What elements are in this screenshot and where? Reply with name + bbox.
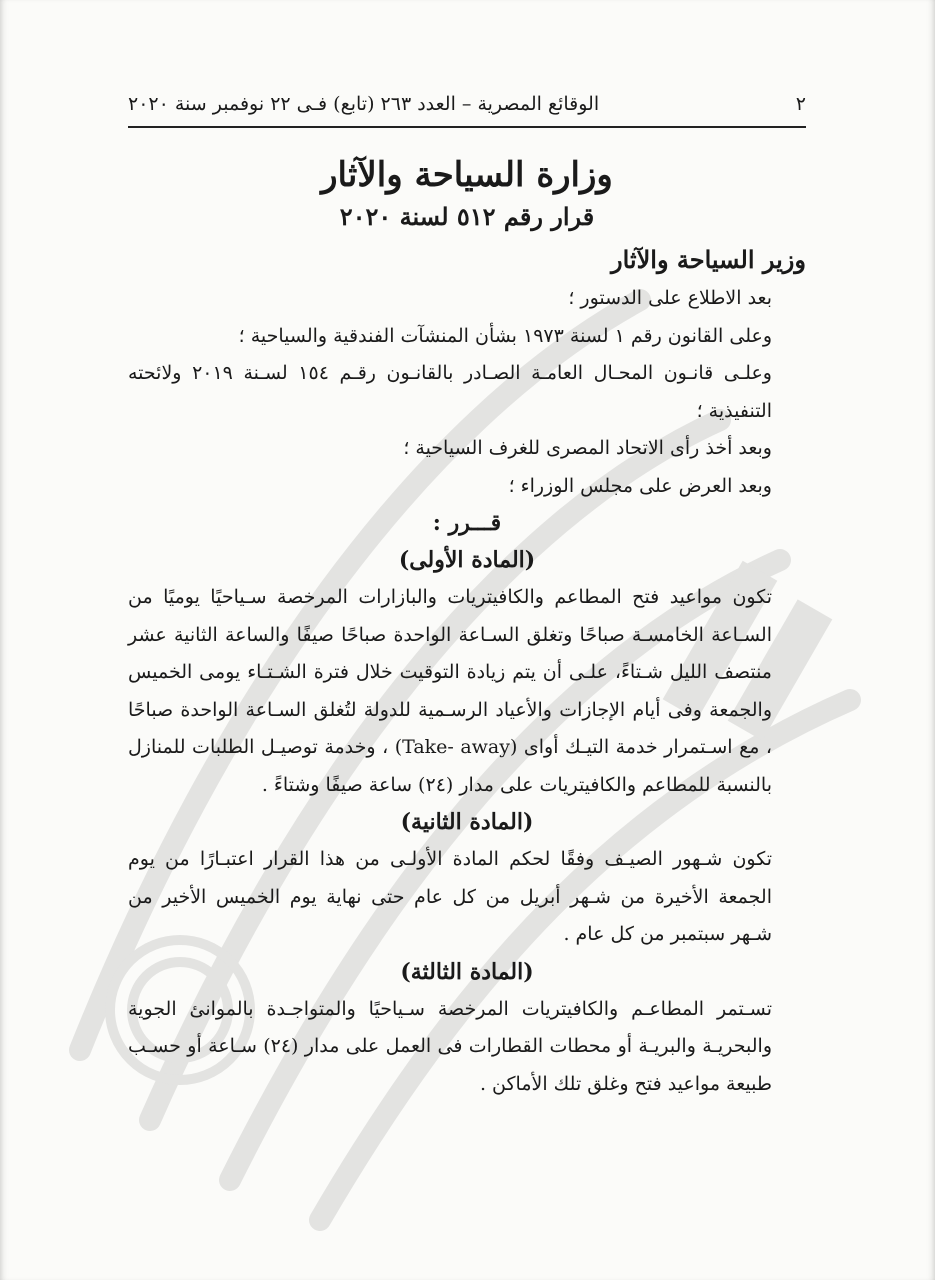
article-text: تسـتمر المطاعـم والكافيتريات المرخصة سـياحيًا والمتواجـدة بالموانئ الجوية والبحريـة والبريـة أو محطات القطارات فى العمل على مدار (٢٤) سـاعة أو حسـب طبيعة مواعيد فتح وغلق تلك الأماكن .	[128, 997, 772, 1095]
article-heading: (المادة الأولى)	[398, 547, 536, 573]
preamble-line: وبعد أخذ رأى الاتحاد المصرى للغرف السياحية ؛	[403, 437, 772, 459]
minister-heading: وزير السياحة والآثار	[611, 245, 806, 274]
article-heading: (المادة الثانية)	[400, 809, 534, 835]
preamble-line: وعلـى قانـون المحـال العامـة الصـادر بالقانـون رقـم ١٥٤ لسـنة ٢٠١٩ ولائحته التنفيذية ؛	[128, 362, 772, 422]
decree-number: قرار رقم ٥١٢ لسنة ٢٠٢٠	[339, 202, 595, 231]
gazette-issue-line: الوقائع المصرية – العدد ٢٦٣ (تابع) فـى ٢٢ نوفمبر سنة ٢٠٢٠	[128, 93, 600, 115]
article-text: تكون مواعيد فتح المطاعم والكافيتريات والبازارات المرخصة سـياحيًا يوميًا من السـاعة الخامسـة صباحًا وتغلق السـاعة الواحدة صباحًا صيفًا والساعة الثانية عشر منتصف الليل شـتاءً، علـى أن يتم زيادة التوقيت خلال فترة الشـتـاء يومى الخميس والجمعة وفى أيام الإجازات والأعياد الرسـمية للدولة لتُغلق السـاعة الواحدة صباحًا ، مع اسـتمرار خدمة التيـك أواى (Take- away) ، وخدمة توصيـل الطلبات للمنازل بالنسبة للمطاعم والكافيتريات على مدار (٢٤) ساعة صيفًا وشتاءً .	[128, 586, 772, 796]
article-heading: (المادة الثالثة)	[400, 958, 534, 985]
page-number: ٢	[795, 93, 806, 115]
ministry-title: وزارة السياحة والآثار	[321, 155, 613, 195]
header-divider	[128, 126, 806, 128]
decided-label: قـــرر :	[432, 510, 502, 536]
preamble-line: وعلى القانون رقم ١ لسنة ١٩٧٣ بشأن المنشآت الفندقية والسياحية ؛	[238, 324, 772, 347]
preamble-line: وبعد العرض على مجلس الوزراء ؛	[508, 474, 772, 497]
article-text: تكون شـهور الصيـف وفقًا لحكم المادة الأولـى من هذا القرار اعتبـارًا من يوم الجمعة الأخيرة من شـهر أبريل من كل عام حتى نهاية يوم الخميس الأخير من شـهر سبتمبر من كل عام .	[128, 848, 772, 945]
gazette-header	[128, 88, 806, 120]
decree-body	[128, 150, 806, 1103]
preamble-line: بعد الاطلاع على الدستور ؛	[568, 287, 772, 309]
